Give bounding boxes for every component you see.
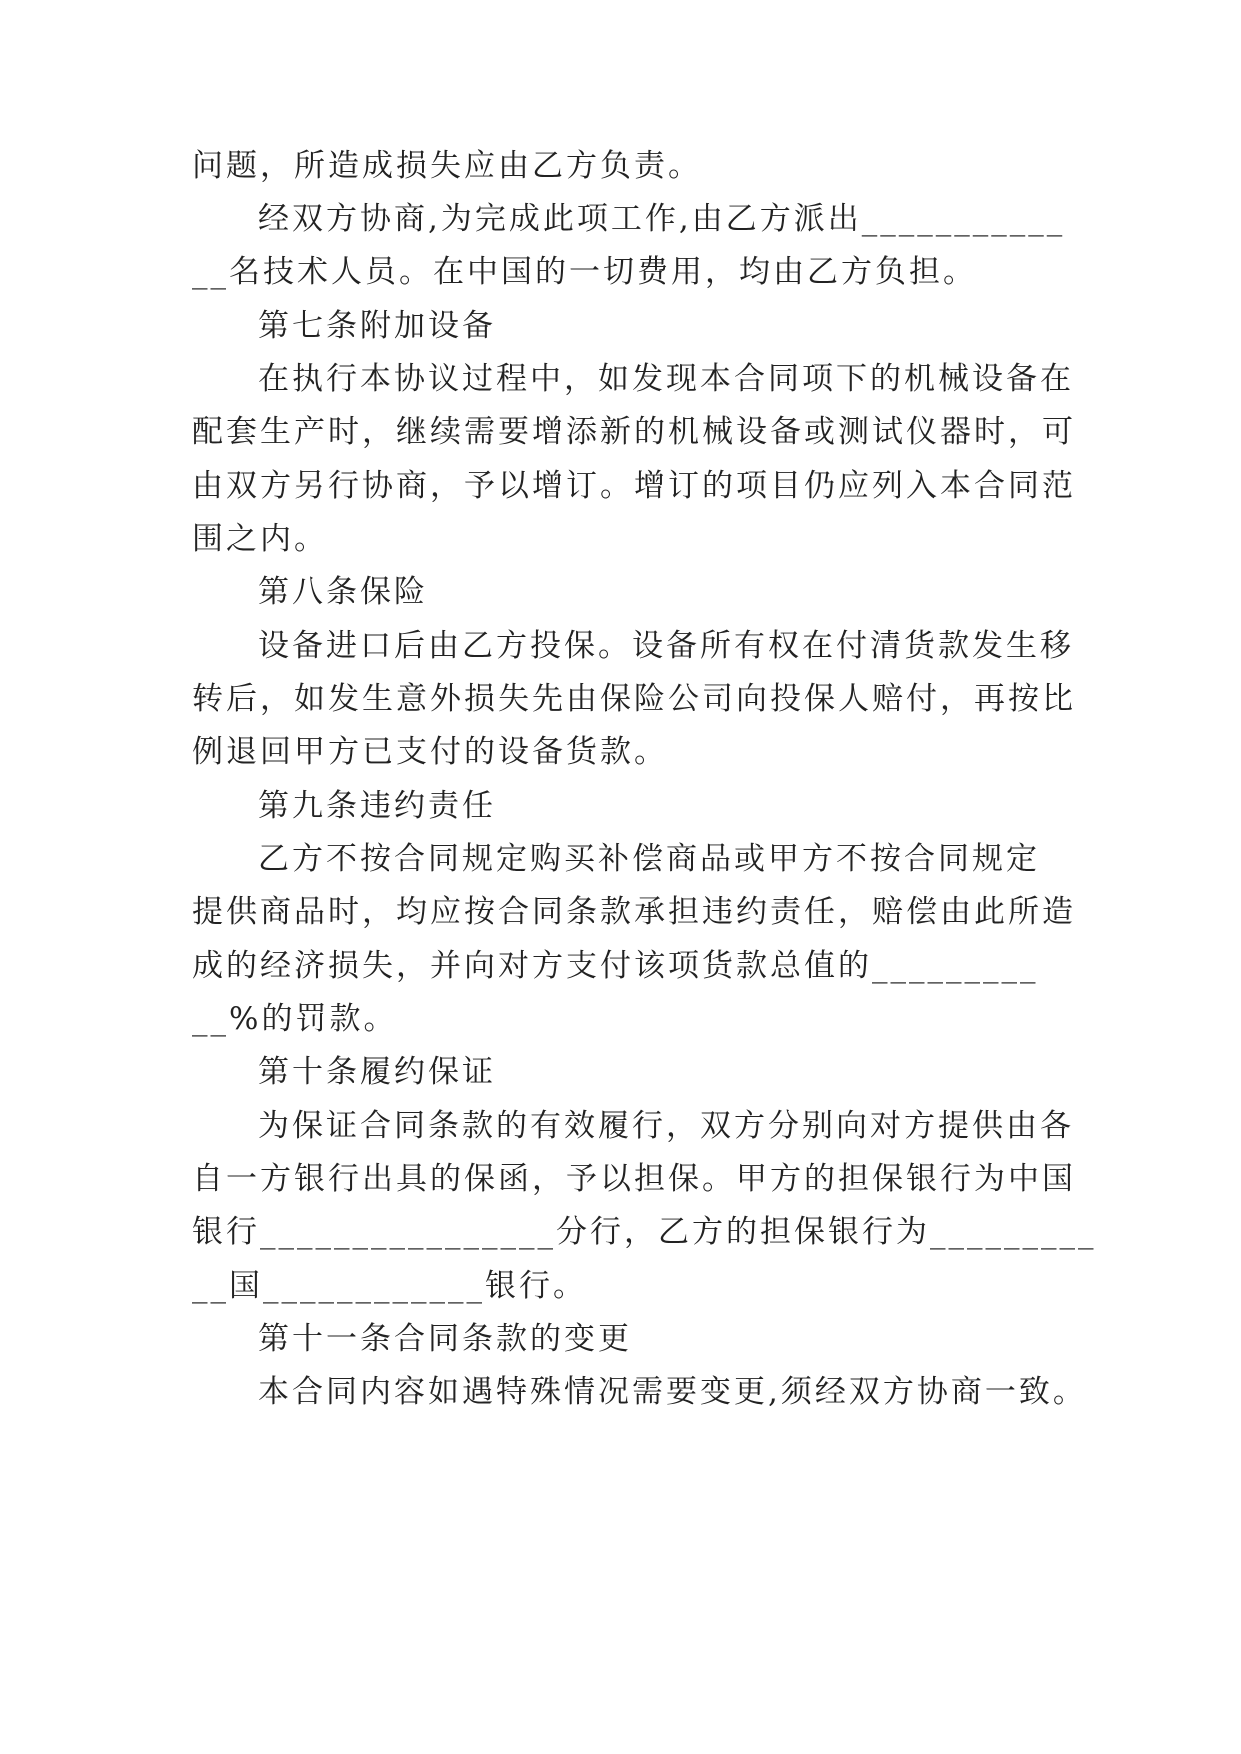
paragraph-line: 乙方不按合同规定购买补偿商品或甲方不按合同规定	[258, 841, 1040, 877]
paragraph-line: 在执行本协议过程中，如发现本合同项下的机械设备在	[258, 361, 1074, 397]
section-heading: 第七条附加设备	[258, 308, 496, 344]
paragraph-line: 提供商品时，均应按合同条款承担违约责任，赔偿由此所造	[192, 894, 1076, 930]
paragraph-line: 自一方银行出具的保函，予以担保。甲方的担保银行为中国	[192, 1161, 1076, 1197]
paragraph-line: 设备进口后由乙方投保。设备所有权在付清货款发生移	[258, 628, 1074, 664]
paragraph-line: 例退回甲方已支付的设备货款。	[192, 734, 668, 770]
paragraph-line: 银行________________分行，乙方的担保银行为_________	[192, 1214, 1097, 1250]
paragraph-line: 问题，所造成损失应由乙方负责。	[192, 148, 702, 184]
paragraph-line: __国____________银行。	[192, 1268, 587, 1304]
paragraph-line: 经双方协商,为完成此项工作,由乙方派出___________	[258, 201, 1066, 237]
paragraph-line: 为保证合同条款的有效履行，双方分别向对方提供由各	[258, 1108, 1074, 1144]
section-heading: 第九条违约责任	[258, 788, 496, 824]
paragraph-line: 围之内。	[192, 521, 328, 557]
section-heading: 第十条履约保证	[258, 1054, 496, 1090]
paragraph-line: 本合同内容如遇特殊情况需要变更,须经双方协商一致。	[258, 1374, 1087, 1410]
paragraph-line: __%的罚款。	[192, 1001, 398, 1037]
section-heading: 第八条保险	[258, 574, 428, 610]
paragraph-line: 配套生产时，继续需要增添新的机械设备或测试仪器时，可	[192, 414, 1076, 450]
paragraph-line: __名技术人员。在中国的一切费用，均由乙方负担。	[192, 254, 977, 290]
paragraph-line: 转后，如发生意外损失先由保险公司向投保人赔付，再按比	[192, 681, 1076, 717]
paragraph-line: 成的经济损失，并向对方支付该项货款总值的_________	[192, 948, 1039, 984]
paragraph-line: 由双方另行协商，予以增订。增订的项目仍应列入本合同范	[192, 468, 1076, 504]
section-heading: 第十一条合同条款的变更	[258, 1321, 632, 1357]
